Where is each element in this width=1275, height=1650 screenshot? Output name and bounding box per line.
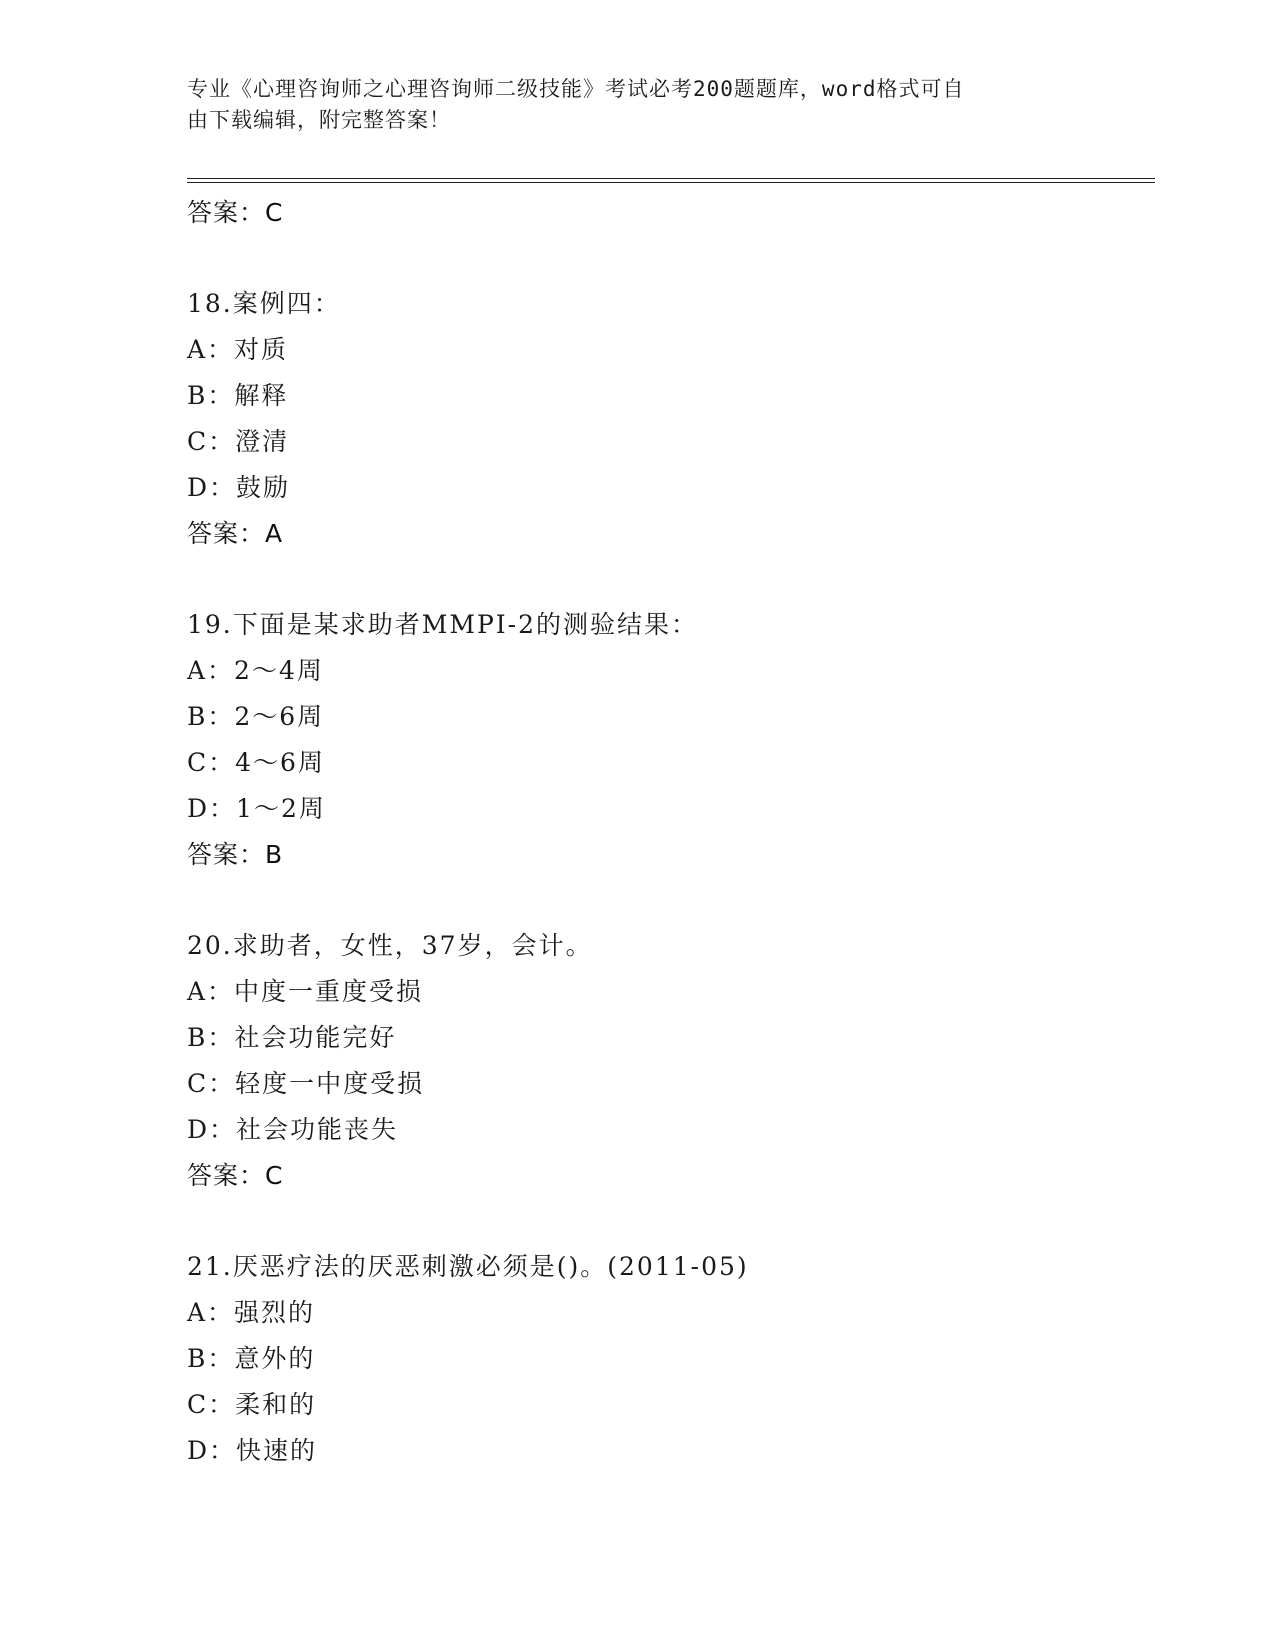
option-c: C：澄清 <box>187 427 290 456</box>
header-divider-top <box>187 178 1155 179</box>
question-stem: 19.下面是某求助者MMPI-2的测验结果： <box>187 610 699 639</box>
option-c: C：轻度一中度受损 <box>187 1069 425 1098</box>
option-c: C：4～6周 <box>187 748 325 777</box>
option-b: B：2～6周 <box>187 702 325 731</box>
answer-line: 答案：B <box>187 840 284 869</box>
option-d: D：鼓励 <box>187 473 291 502</box>
option-d: D：1～2周 <box>187 794 326 823</box>
question-stem: 20.求助者，女性，37岁，会计。 <box>187 931 593 960</box>
option-a: A：强烈的 <box>187 1298 316 1327</box>
answer-line: 答案：C <box>187 198 284 227</box>
option-c: C：柔和的 <box>187 1390 317 1419</box>
option-b: B：意外的 <box>187 1344 316 1373</box>
option-d: D：快速的 <box>187 1436 318 1465</box>
question-stem: 21.厌恶疗法的厌恶刺激必须是()。(2011-05) <box>187 1252 749 1281</box>
question-18 <box>187 281 1155 557</box>
option-a: A：中度一重度受损 <box>187 977 424 1006</box>
header-line-1: 专业《心理咨询师之心理咨询师二级技能》考试必考200题题库，word格式可自 <box>187 77 965 101</box>
option-b: B：社会功能完好 <box>187 1023 397 1052</box>
question-list <box>187 190 1155 1474</box>
question-21 <box>187 1244 1155 1474</box>
question-20 <box>187 923 1155 1199</box>
answer-line: 答案：A <box>187 519 284 548</box>
document-header <box>187 74 1087 136</box>
option-b: B：解释 <box>187 381 289 410</box>
header-line-2: 由下载编辑，附完整答案！ <box>187 108 451 132</box>
option-a: A：2～4周 <box>187 656 324 685</box>
header-divider-bottom <box>187 182 1155 183</box>
question-19 <box>187 602 1155 878</box>
option-a: A：对质 <box>187 335 289 364</box>
option-d: D：社会功能丧失 <box>187 1115 399 1144</box>
answer-line: 答案：C <box>187 1161 284 1190</box>
question-stem: 18.案例四： <box>187 289 341 318</box>
